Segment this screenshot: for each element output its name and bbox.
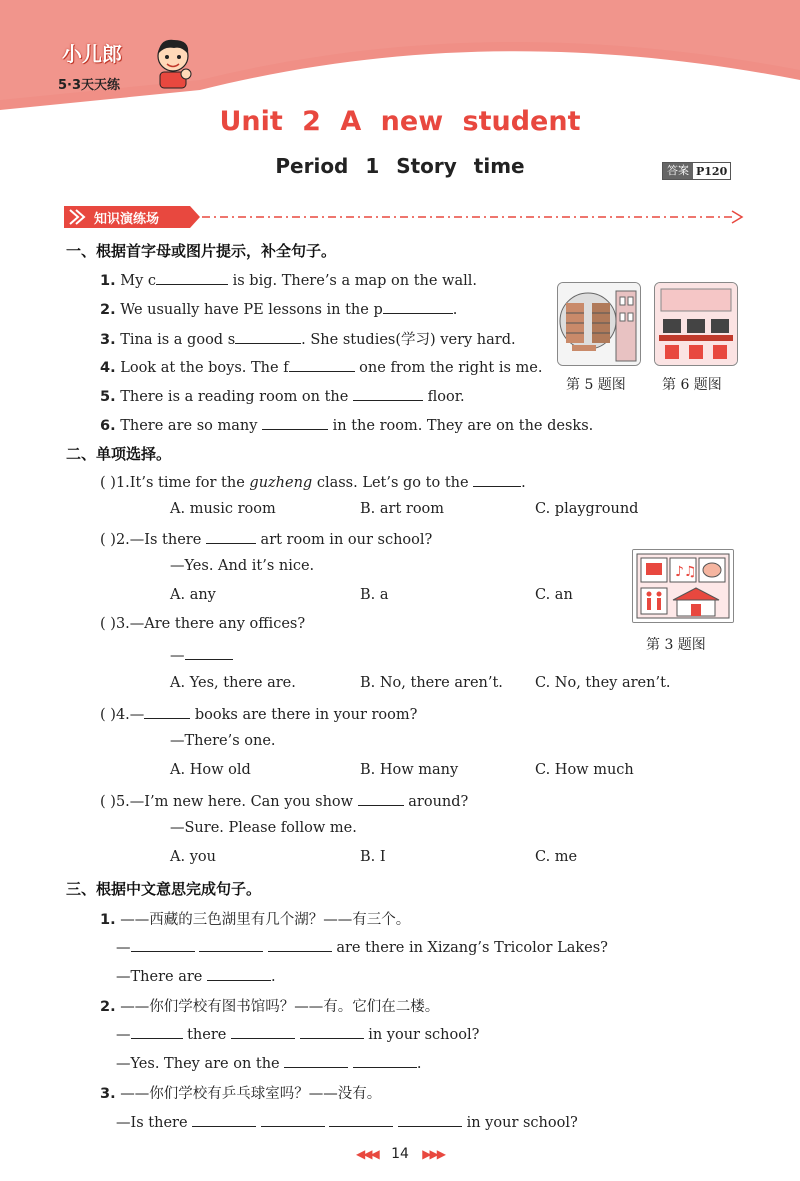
library-picture	[557, 282, 641, 366]
translation-prompt-3: 3. ——你们学校有乒乓球室吗？——没有。	[100, 1086, 382, 1102]
answer-blank[interactable]	[131, 1024, 183, 1039]
section-banner-label: 知识演练场	[94, 212, 160, 227]
translation-prompt-1: 1. ——西藏的三色湖里有几个湖？——有三个。	[100, 912, 411, 928]
part1-item-5: 5. There is a reading room on the floor.	[100, 386, 465, 405]
answer-blank[interactable]	[358, 791, 404, 806]
mc-question-5: ( )5.—I’m new here. Can you show around?	[100, 791, 468, 810]
right-arrows-icon: ▶▶▶	[422, 1147, 444, 1161]
translation-line-2a: — there in your school?	[116, 1024, 479, 1043]
answer-blank[interactable]	[207, 966, 271, 981]
answer-blank[interactable]	[289, 357, 355, 372]
answer-blank[interactable]	[192, 1112, 256, 1127]
answer-blank[interactable]	[353, 386, 423, 401]
option-b[interactable]: B. How many	[360, 762, 459, 778]
answer-page: P120	[696, 164, 728, 178]
answer-blank[interactable]	[235, 329, 301, 344]
answer-blank[interactable]	[131, 937, 195, 952]
part1-item-6: 6. There are so many in the room. They are on the desks.	[100, 415, 593, 434]
option-b[interactable]: B. No, there aren’t.	[360, 675, 503, 691]
answer-blank[interactable]	[206, 529, 256, 544]
answer-blank[interactable]	[268, 937, 332, 952]
mascot-icon	[150, 36, 196, 90]
brand-subtitle: 5·3天天练	[58, 78, 121, 93]
translation-prompt-2: 2. ——你们学校有图书馆吗？——有。它们在二楼。	[100, 999, 440, 1015]
answer-blank[interactable]	[300, 1024, 364, 1039]
option-a[interactable]: A. you	[170, 849, 216, 865]
part1-item-3: 3. Tina is a good s . She studies(学习) very hard.	[100, 328, 516, 349]
part1-item-4: 4. Look at the boys. The f one from the right is me.	[100, 357, 542, 376]
translation-line-1a: — are there in Xizang’s Tricolor Lakes?	[116, 937, 608, 956]
option-c[interactable]: C. an	[535, 587, 573, 603]
mc-question-1: ( )1.It’s time for the guzheng class. Let’s go to the .	[100, 472, 526, 491]
answer-blank[interactable]	[353, 1053, 417, 1068]
answer-blank[interactable]	[156, 270, 228, 285]
option-c[interactable]: C. How much	[535, 762, 634, 778]
brand-logo	[58, 34, 198, 94]
mc-question-4: ( )4.— books are there in your room?	[100, 704, 417, 723]
computer-room-picture	[654, 282, 738, 366]
answer-blank[interactable]	[329, 1112, 393, 1127]
option-a[interactable]: A. How old	[170, 762, 251, 778]
section-banner	[64, 206, 744, 228]
mc-response-4: —There’s one.	[170, 733, 276, 749]
page-number: 14	[391, 1146, 409, 1162]
left-arrows-icon: ◀◀◀	[356, 1147, 378, 1161]
option-b[interactable]: B. art room	[360, 501, 445, 517]
brand-name: 小儿郎	[62, 42, 122, 66]
option-a[interactable]: A. music room	[170, 501, 276, 517]
option-b[interactable]: B. I	[360, 849, 386, 865]
answer-blank[interactable]	[473, 472, 521, 487]
part2-title: 二、单项选择。	[66, 445, 172, 463]
mc-response-2: —Yes. And it’s nice.	[170, 558, 315, 574]
caption-q6: 第 6 题图	[662, 377, 722, 393]
option-c[interactable]: C. me	[535, 849, 578, 865]
answer-label: 答案	[663, 163, 693, 179]
part1-title: 一、根据首字母或图片提示，补全句子。	[66, 242, 337, 260]
translation-line-2b: —Yes. They are on the .	[116, 1053, 421, 1072]
school-rooms-picture	[632, 549, 734, 623]
svg-text:♪♫: ♪♫	[675, 564, 697, 580]
answer-blank[interactable]	[231, 1024, 295, 1039]
unit-title: Unit 2 A new student	[219, 106, 581, 137]
caption-q5: 第 5 题图	[566, 377, 626, 393]
option-c[interactable]: C. playground	[535, 501, 639, 517]
part1-item-1: 1. My c is big. There’s a map on the wall.	[100, 270, 477, 289]
banner-dashed-line	[202, 206, 744, 228]
period-title: Period 1 Story time	[275, 154, 525, 178]
mc-question-2: ( )2.—Is there art room in our school?	[100, 529, 432, 548]
option-a[interactable]: A. Yes, there are.	[170, 675, 296, 691]
answer-blank[interactable]	[199, 937, 263, 952]
translation-line-3a: —Is there in your school?	[116, 1112, 578, 1131]
answer-blank[interactable]	[261, 1112, 325, 1127]
part1-item-2: 2. We usually have PE lessons in the p .	[100, 299, 457, 318]
answer-blank[interactable]	[383, 299, 453, 314]
answer-blank[interactable]	[398, 1112, 462, 1127]
option-b[interactable]: B. a	[360, 587, 389, 603]
translation-line-1b: —There are .	[116, 966, 276, 985]
part3-title: 三、根据中文意思完成句子。	[66, 880, 262, 898]
answer-blank[interactable]	[185, 645, 233, 660]
mc-response-5: —Sure. Please follow me.	[170, 820, 357, 836]
answer-tag	[662, 162, 731, 180]
mc-question-3: ( )3.—Are there any offices?	[100, 616, 306, 632]
page-footer	[0, 1146, 800, 1162]
option-c[interactable]: C. No, they aren’t.	[535, 675, 671, 691]
answer-blank[interactable]	[144, 704, 190, 719]
answer-blank[interactable]	[262, 415, 328, 430]
option-a[interactable]: A. any	[170, 587, 216, 603]
caption-q3: 第 3 题图	[646, 637, 706, 653]
answer-blank[interactable]	[284, 1053, 348, 1068]
mc-response-3: —	[170, 645, 233, 664]
